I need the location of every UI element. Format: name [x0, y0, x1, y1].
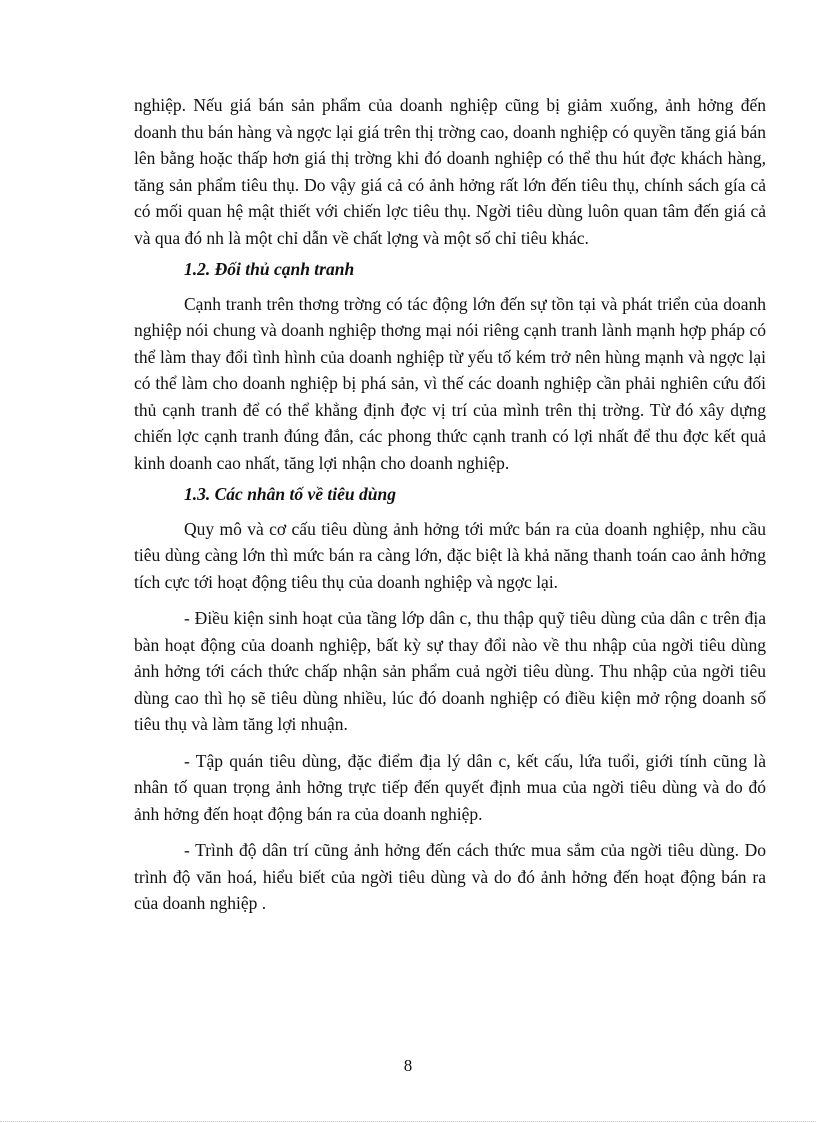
paragraph-consumption-intro: Quy mô và cơ cấu tiêu dùng ảnh hởng tới mức bán ra của doanh nghiệp, nhu cầu tiêu dùng càng lớn thì mức bán ra càng lớn, đặc biệt là khả năng thanh toán cao ảnh hởng tích cực tới hoạt động tiêu thụ của doanh nghiệp và ngợc lại. — [134, 518, 766, 592]
paragraph-consumer-habits: - Tập quán tiêu dùng, đặc điểm địa lý dân c, kết cấu, lứa tuổi, giới tính cũng là nhân tố quan trọng ảnh hởng trực tiếp đến quyết định mua của ngời tiêu dùng và do đó ảnh hởng đến hoạt động bán ra của doanh nghiệp. — [134, 750, 766, 824]
page-number: 8 — [403, 1056, 413, 1075]
paragraph-competition: Cạnh tranh trên thơng trờng có tác động lớn đến sự tồn tại và phát triển của doanh nghiệp nói chung và doanh nghiệp thơng mại nói riêng cạnh tranh lành mạnh hợp pháp có thể làm thay đổi tình hình của doanh nghiệp từ yếu tố kém trở nên hùng mạnh và ngợc lại có thể làm cho doanh nghiệp bị phá sản, vì thế các doanh nghiệp cần phải nghiên cứu đối thủ cạnh tranh để có thể khẳng định đợc vị trí của mình trên thị trờng. Từ đó xây dựng chiến lợc cạnh tranh đúng đắn, các phong thức cạnh tranh có lợi nhất để thu đợc kết quả kinh doanh cao nhất, tăng lợi nhận cho doanh nghiệp. — [134, 293, 766, 473]
document-page — [134, 92, 766, 917]
paragraph-education-level: - Trình độ dân trí cũng ảnh hởng đến cách thức mua sắm của ngời tiêu dùng. Do trình độ văn hoá, hiểu biết của ngời tiêu dùng và do đó ảnh hởng đến hoạt động bán ra của doanh nghiệp . — [134, 840, 766, 913]
heading-competitors: 1.2. Đối thủ cạnh tranh — [184, 259, 355, 279]
paragraph-living-conditions: - Điều kiện sinh hoạt của tầng lớp dân c, thu thập quỹ tiêu dùng của dân c trên địa bàn hoạt động của doanh nghiệp, bất kỳ sự thay đổi nào về thu nhập của ngời tiêu dùng ảnh hởng tới cách thức chấp nhận sản phẩm cuả ngời tiêu dùng. Thu nhập của ngời tiêu dùng cao thì họ sẽ tiêu dùng nhiều, lúc đó doanh nghiệp có điều kiện mở rộng doanh số tiêu thụ và làm tăng lợi nhuận. — [134, 608, 766, 734]
heading-consumption-factors: 1.3. Các nhân tố về tiêu dùng — [184, 484, 396, 504]
page-bottom-divider — [0, 1121, 816, 1122]
paragraph-pricing: nghiệp. Nếu giá bán sản phẩm của doanh nghiệp cũng bị giảm xuống, ảnh hởng đến doanh thu bán hàng và ngợc lại giá trên thị trờng cao, doanh nghiệp có quyền tăng giá bán lên bằng hoặc thấp hơn giá thị trờng khi đó doanh nghiệp có thể thu hút đợc khách hàng, tăng sản phẩm tiêu thụ. Do vậy giá cả có ảnh hởng rất lớn đến tiêu thụ, chính sách gía cả có mối quan hệ mật thiết với chiến lợc tiêu thụ. Ngời tiêu dùng luôn quan tâm đến giá cả và qua đó nh là một chỉ dẫn về chất lợng và một số chỉ tiêu khác. — [134, 95, 766, 248]
